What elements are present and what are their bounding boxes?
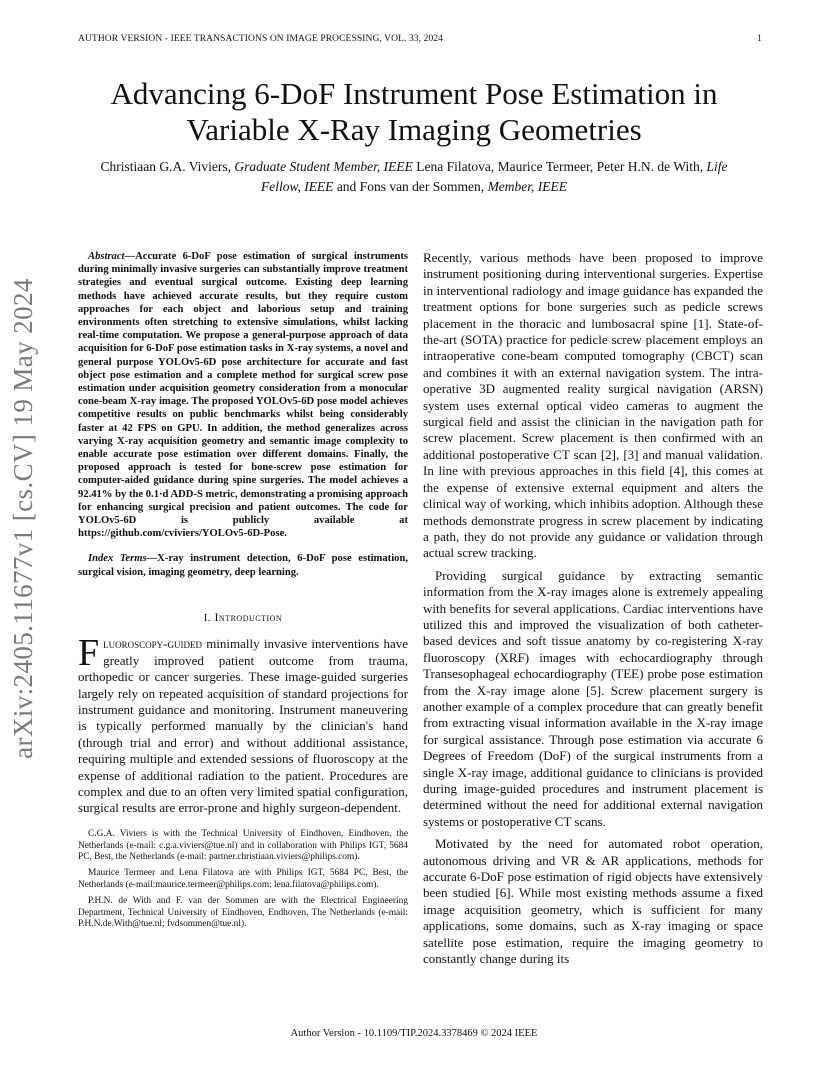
footnotes (78, 829, 408, 931)
arxiv-stamp-text: arXiv:2405.11677v1 [cs.CV] 19 May 2024 (7, 277, 38, 759)
body-paragraph: Recently, various methods have been proposed to improve instrument positioning during interventional surgeries. Expertise in interventional radiology and image guidance has expanded the treatment options for bone surgeries such as pedicle screws placement in the thoracic and lumbosacral spine [1]. State-of-the-art (SOTA) practice for pedicle screw placement employs an intraoperative cone-beam computed tomography (CBCT) scan and combines it with an external navigation system. The intra-operative 3D augmented reality surgical navigation (ARSN) system uses external optical video cameras to augment the surgical field and assist the clinician in the navigation path for screw placement. Screw placement is then confirmed with an additional postoperative CT scan [2], [3] and manual validation. In line with previous approaches in this field [4], this comes at the expense of extensive external equipment and alters the clinical way of working, which inhibits adoption. Although these methods demonstrate progress in screw placement by indicating a path, they do not provide any guidance or validation through actual screw tracking. (423, 250, 763, 561)
arxiv-stamp (2, 278, 44, 758)
footnote: C.G.A. Viviers is with the Technical University of Eindhoven, Eindhoven, the Netherlands (e-mail: c.g.a.viviers@tue.nl) and in collaboration with Philips IGT, 5684 PC, Best, the Netherlands (e-mail: partner.christiaan.viviers@philips.com). (78, 828, 408, 863)
footnote: Maurice Termeer and Lena Filatova are with Philips IGT, 5684 PC, Best, the Netherlands (e-mail:maurice.termeer@philips.com; lena.filatova@philips.com). (78, 868, 408, 890)
index-terms (78, 552, 408, 578)
author-role: Graduate Student Member, IEEE (234, 159, 413, 174)
body-paragraph: Motivated by the need for automated robot operation, autonomous driving and VR & AR applications, methods for accurate 6-DoF pose estimation of rigid objects have extensively been studied [6]. While most existing methods assume a fixed image acquisition geometry, which is sufficient for many applications, some domains, such as X-ray imaging or space satellite pose estimation, require the imaging geometry to constantly change during its (423, 836, 763, 967)
abstract (78, 250, 408, 540)
left-column (78, 250, 408, 935)
running-head (78, 34, 762, 44)
abstract-text: —Accurate 6-DoF pose estimation of surgical instruments during minimally invasive surgeries can substantially improve treatment strategies and eventual surgical outcome. Existing deep learning methods have achieved accurate results, but they require custom approaches for each object and laborious setup and training environments often stretching to extensive simulations, whilst lacking real-time computation. We propose a general-purpose approach of data acquisition for 6-DoF pose estimation tasks in X-ray systems, a novel and general purpose YOLOv5-6D pose architecture for accurate and fast object pose estimation and a complete method for surgical screw pose estimation under acquisition geometry consideration from a monocular cone-beam X-ray image. The proposed YOLOv5-6D pose model achieves competitive results on public benchmarks whilst being considerably faster at 42 FPS on GPU. In addition, the method generalizes across varying X-ray acquisition geometry and semantic image complexity to enable accurate pose estimation over different domains. Finally, the proposed approach is tested for bone-screw pose estimation for computer-aided guidance during spine surgeries. The model achieves a 92.41% by the 0.1·d ADD-S metric, demonstrating a promising approach for enhancing surgical precision and patient outcomes. The code for YOLOv5-6D is publicly available at https://github.com/cviviers/YOLOv5-6D-Pose. (78, 251, 408, 540)
right-column (423, 250, 763, 967)
drop-cap: F (78, 632, 100, 675)
author-role: Member, IEEE (487, 179, 568, 194)
section-heading (78, 609, 408, 626)
running-head-text: AUTHOR VERSION - IEEE TRANSACTIONS ON IMAGE PROCESSING, VOL. 33, 2024 (78, 34, 444, 44)
intro-smallcaps: luoroscopy-guided (103, 636, 202, 652)
footnote: P.H.N. de With and F. van der Sommen are with the Electrical Engineering Department, Technical University of Eindhoven, Endhoven, The Netherlands (e-mail: P.H.N.de.With@tue.nl; fvdsommen@tue.nl). (78, 895, 408, 930)
section-numeral: I. (203, 611, 215, 624)
author-role: Life Fellow, IEEE (260, 159, 728, 194)
author-name: Christiaan G.A. Viviers, (100, 159, 235, 174)
abstract-label: Abstract (88, 251, 125, 262)
paper-title: Advancing 6-DoF Instrument Pose Estimation in Variable X-Ray Imaging Geometries (110, 76, 718, 147)
page-footer: Author Version - 10.1109/TIP.2024.3378469 © 2024 IEEE (290, 1028, 538, 1039)
page-number: 1 (757, 34, 762, 44)
section-title: Introduction (214, 609, 283, 624)
author-name: Lena Filatova, Maurice Termeer, Peter H.N. de With, (412, 159, 707, 174)
author-list (84, 157, 744, 197)
index-terms-label: Index Terms (88, 553, 147, 565)
intro-paragraph (78, 632, 408, 816)
index-terms-text: —X-ray instrument detection, 6-DoF pose estimation, surgical vision, imaging geometry, deep learning. (78, 553, 408, 578)
author-name: and Fons van der Sommen, (333, 179, 488, 194)
intro-text: minimally invasive interventions have greatly improved patient outcome from trauma, orthopedic or cancer surgeries. These image-guided surgeries largely rely on repeated acquisition of standard projections for instrument guidance and monitoring. Instrument maneuvering is typically performed manually by the clinician's hand (through trial and error) and without additional assistance, requiring multiple and extended sessions of fluoroscopy at the expense of additional radiation to the patient. Procedures are complex and due to an often very limited spatial configuration, surgical results are error-prone and highly surgeon-dependent. (78, 636, 408, 816)
body-paragraph: Providing surgical guidance by extracting semantic information from the X-ray images alone is extremely appealing with benefits for several applications. Cardiac interventions have utilized this and improved the visualization of both catheter-based devices and soft tissue anatomy by co-registering X-ray fluoroscopy (XRF) images with echocardiography through Transesophageal echocardiography (TEE) probe pose estimation from the X-ray image alone [5]. Screw placement surgery is another example of a complex procedure that can greatly benefit from extracting visual information available in the X-ray image for surgical assistance. Through pose estimation via accurate 6 Degrees of Freedom (DoF) of the surgical instruments from a single X-ray image, additional guidance to clinicians is provided during image-guided procedures and instrument placement is determined without the need for additional external navigation systems or postoperative CT scans. (423, 567, 763, 829)
